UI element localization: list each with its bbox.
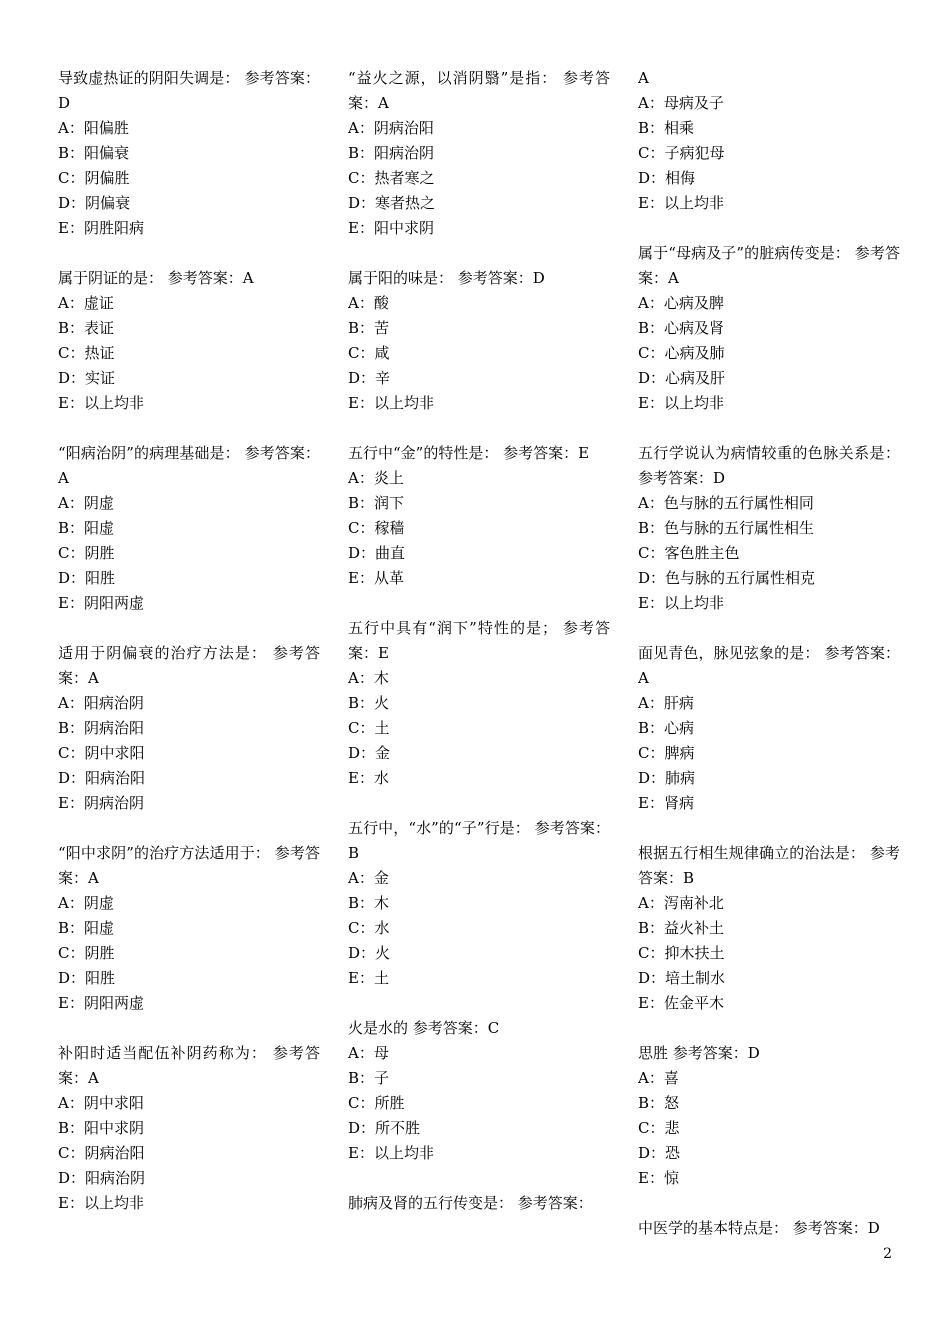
answer-option: E：阴病治阴 — [58, 794, 144, 812]
question-block — [58, 641, 320, 816]
question-block — [58, 66, 320, 241]
answer-option: C：阴胜 — [58, 544, 115, 562]
answer-option: B：色与脉的五行属性相生 — [638, 519, 815, 537]
answer-option: D：火 — [348, 944, 391, 962]
answer-option: D：色与脉的五行属性相克 — [638, 569, 816, 587]
answer-option: D：培土制水 — [638, 969, 726, 987]
question-block — [58, 441, 320, 616]
answer-option: D：恐 — [638, 1144, 681, 1162]
answer-option: D：肺病 — [638, 769, 696, 787]
answer-option: B：阳病治阴 — [348, 144, 435, 162]
question-column-middle — [348, 66, 610, 1241]
answer-option: A：色与脉的五行属性相同 — [638, 494, 814, 512]
question-stem: 补阳时适当配伍补阴药称为： 参考答案：A — [58, 1044, 320, 1087]
answer-option: C：子病犯母 — [638, 144, 725, 162]
answer-option: C：脾病 — [638, 744, 695, 762]
question-block — [638, 1041, 900, 1191]
question-block — [638, 241, 900, 416]
question-block — [638, 1216, 900, 1241]
answer-option: A：阳偏胜 — [58, 119, 129, 137]
answer-option: E：惊 — [638, 1169, 679, 1187]
question-block — [58, 841, 320, 1016]
answer-option: D：曲直 — [348, 544, 406, 562]
question-stem: “益火之源，以消阴翳”是指： 参考答案：A — [348, 69, 610, 112]
answer-option: C：心病及肺 — [638, 344, 725, 362]
answer-option: A：母 — [348, 1044, 389, 1062]
answer-option: B：阳虚 — [58, 919, 115, 937]
question-stem: 肺病及肾的五行传变是： 参考答案： — [348, 1194, 593, 1212]
question-stem: “阳中求阴”的治疗方法适用于： 参考答案：A — [58, 844, 320, 887]
question-block — [348, 816, 610, 991]
answer-option: D：阳胜 — [58, 569, 116, 587]
question-stem: 五行学说认为病情较重的色脉关系是： 参考答案：D — [638, 444, 900, 487]
answer-option: C：所胜 — [348, 1094, 405, 1112]
answer-option: B：木 — [348, 894, 390, 912]
question-stem: 思胜 参考答案：D — [638, 1044, 760, 1062]
answer-option: A：阴虚 — [58, 494, 114, 512]
answer-option: C：阴病治阳 — [58, 1144, 145, 1162]
answer-option: E：佐金平木 — [638, 994, 724, 1012]
answer-option: A：阴虚 — [58, 894, 114, 912]
answer-option: B：心病及肾 — [638, 319, 725, 337]
question-stem: 根据五行相生规律确立的治法是： 参考答案：B — [638, 844, 900, 887]
answer-option: D：阳病治阴 — [58, 1169, 146, 1187]
answer-option: C：热者寒之 — [348, 169, 435, 187]
answer-option: C：悲 — [638, 1119, 680, 1137]
answer-option: C：阴胜 — [58, 944, 115, 962]
question-stem: 五行中具有“润下”特性的是； 参考答案：E — [348, 619, 610, 662]
question-block — [348, 1191, 610, 1216]
answer-option: B：心病 — [638, 719, 695, 737]
answer-option: B：阳中求阴 — [58, 1119, 145, 1137]
question-block — [348, 616, 610, 791]
question-stem: 火是水的 参考答案：C — [348, 1019, 500, 1037]
answer-option: D：心病及肝 — [638, 369, 726, 387]
answer-option: A：喜 — [638, 1069, 679, 1087]
answer-option: E：以上均非 — [638, 594, 724, 612]
answer-option: E：土 — [348, 969, 389, 987]
answer-option: C：抑木扶土 — [638, 944, 725, 962]
answer-option: C：热证 — [58, 344, 115, 362]
answer-option: A：木 — [348, 669, 389, 687]
answer-option: E：阴胜阳病 — [58, 219, 144, 237]
answer-option: E：以上均非 — [638, 394, 724, 412]
question-stem: 五行中“金”的特性是： 参考答案：E — [348, 444, 590, 462]
question-stem: 属于“母病及子”的脏病传变是： 参考答案：A — [638, 244, 900, 287]
answer-option: B：子 — [348, 1069, 390, 1087]
answer-option: D：阳病治阳 — [58, 769, 146, 787]
question-block — [638, 841, 900, 1016]
answer-option: B：表证 — [58, 319, 115, 337]
answer-option: B：阴病治阳 — [58, 719, 145, 737]
answer-option: B：阳虚 — [58, 519, 115, 537]
answer-option: E：阳中求阴 — [348, 219, 434, 237]
question-stem: “阳病治阴”的病理基础是： 参考答案：A — [58, 444, 320, 487]
answer-option: C：阴中求阳 — [58, 744, 145, 762]
answer-option: B：火 — [348, 694, 390, 712]
answer-option: A：阳病治阴 — [58, 694, 144, 712]
answer-option: A：酸 — [348, 294, 389, 312]
answer-option: E：肾病 — [638, 794, 694, 812]
answer-option: A：心病及脾 — [638, 294, 724, 312]
answer-option: D：辛 — [348, 369, 391, 387]
question-block — [348, 266, 610, 416]
answer-option: A：肝病 — [638, 694, 694, 712]
question-stem: 面见青色，脉见弦象的是： 参考答案：A — [638, 644, 900, 687]
answer-option: E：水 — [348, 769, 389, 787]
answer-option: D：实证 — [58, 369, 116, 387]
answer-option: A：阴中求阳 — [58, 1094, 144, 1112]
answer-option: E：阴阳两虚 — [58, 994, 144, 1012]
question-block — [58, 266, 320, 416]
question-block — [638, 66, 900, 216]
question-stem: A — [638, 69, 649, 87]
question-block — [58, 1041, 320, 1216]
question-stem: 适用于阴偏衰的治疗方法是： 参考答案：A — [58, 644, 320, 687]
answer-option: A：阴病治阳 — [348, 119, 434, 137]
answer-option: E：以上均非 — [638, 194, 724, 212]
answer-option: A：母病及子 — [638, 94, 724, 112]
answer-option: E：从革 — [348, 569, 404, 587]
page-number: 2 — [883, 1246, 892, 1262]
answer-option: B：怒 — [638, 1094, 680, 1112]
answer-option: A：金 — [348, 869, 389, 887]
question-block — [638, 441, 900, 616]
answer-option: B：苦 — [348, 319, 390, 337]
answer-option: C：水 — [348, 919, 390, 937]
answer-option: D：相侮 — [638, 169, 696, 187]
answer-option: C：客色胜主色 — [638, 544, 740, 562]
question-block — [348, 66, 610, 241]
question-column-right — [638, 66, 900, 1266]
answer-option: A：泻南补北 — [638, 894, 724, 912]
answer-option: B：润下 — [348, 494, 405, 512]
answer-option: B：阳偏衰 — [58, 144, 130, 162]
question-stem: 属于阴证的是： 参考答案：A — [58, 269, 254, 287]
answer-option: C：土 — [348, 719, 390, 737]
answer-option: A：炎上 — [348, 469, 404, 487]
answer-option: E：阴阳两虚 — [58, 594, 144, 612]
question-block — [348, 1016, 610, 1166]
answer-option: D：所不胜 — [348, 1119, 421, 1137]
question-column-left — [58, 66, 320, 1241]
question-stem: 五行中，“水”的“子”行是： 参考答案：B — [348, 819, 610, 862]
answer-option: E：以上均非 — [348, 394, 434, 412]
answer-option: E：以上均非 — [58, 1194, 144, 1212]
answer-option: D：金 — [348, 744, 391, 762]
question-stem: 中医学的基本特点是： 参考答案：D — [638, 1219, 880, 1237]
answer-option: D：寒者热之 — [348, 194, 436, 212]
answer-option: E：以上均非 — [348, 1144, 434, 1162]
question-stem: 导致虚热证的阴阳失调是： 参考答案：D — [58, 69, 320, 112]
answer-option: B：相乘 — [638, 119, 695, 137]
answer-option: D：阳胜 — [58, 969, 116, 987]
question-stem: 属于阳的味是： 参考答案：D — [348, 269, 545, 287]
answer-option: C：稼穑 — [348, 519, 405, 537]
answer-option: C：咸 — [348, 344, 390, 362]
question-block — [638, 641, 900, 816]
answer-option: E：以上均非 — [58, 394, 144, 412]
answer-option: A：虚证 — [58, 294, 114, 312]
answer-option: D：阴偏衰 — [58, 194, 131, 212]
answer-option: C：阴偏胜 — [58, 169, 130, 187]
answer-option: B：益火补土 — [638, 919, 725, 937]
question-block — [348, 441, 610, 591]
